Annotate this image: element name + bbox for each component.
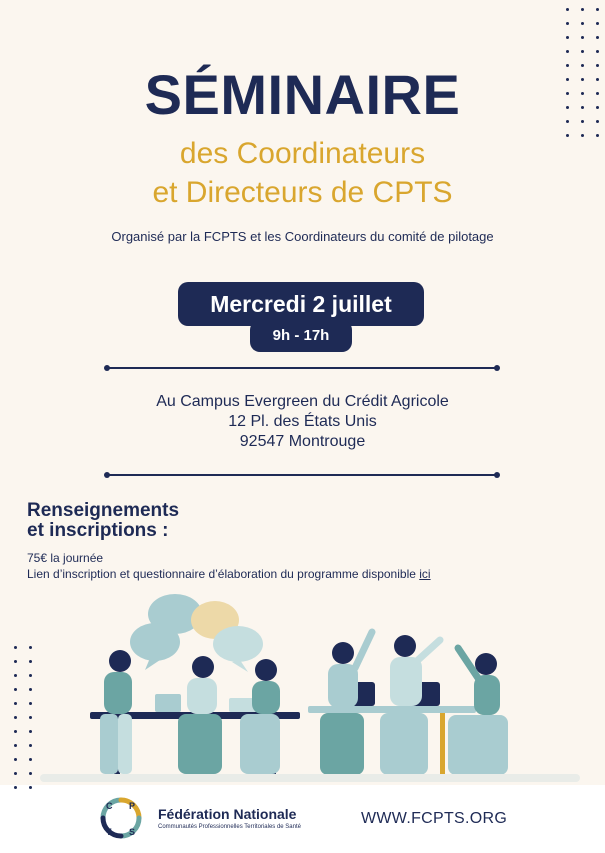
logo-letter-p: P [129, 801, 136, 811]
registration-line [27, 567, 431, 581]
logo-letter-c: C [106, 801, 113, 811]
right-people-icon [320, 632, 508, 775]
subtitle-line-1: des Coordinateurs [179, 137, 426, 170]
address-line-2: 12 Pl. des États Unis [228, 413, 377, 430]
subtitle-line-2: et Directeurs de CPTS [152, 176, 453, 209]
info-heading-line-1: Renseignements [27, 500, 180, 521]
federation-name: Fédération Nationale [158, 806, 297, 822]
website-link[interactable]: WWW.FCPTS.ORG [361, 810, 508, 827]
address-line-1: Au Campus Evergreen du Crédit Agricole [156, 393, 449, 410]
event-time-badge: 9h - 17h [250, 320, 352, 352]
divider-top [107, 367, 497, 369]
address-line-3: 92547 Montrouge [239, 433, 366, 450]
floor-line [40, 774, 580, 782]
cpts-logo-icon [93, 790, 149, 846]
event-date-badge: Mercredi 2 juillet [178, 282, 424, 326]
registration-text: Lien d’inscription et questionnaire d’élaboration du programme disponible [27, 567, 420, 581]
team-illustration [0, 588, 605, 788]
info-heading-line-2: et inscriptions : [27, 520, 169, 541]
registration-link[interactable]: ici [419, 567, 431, 581]
federation-subtitle: Communautés Professionnelles Territoriales de Santé [158, 824, 301, 830]
info-heading [27, 501, 179, 541]
logo-letter-s: S [129, 827, 136, 837]
logo-letter-t: T [106, 827, 112, 837]
price-text: 75€ la journée [27, 551, 104, 565]
seminar-title: SÉMINAIRE [144, 63, 461, 126]
divider-bottom [107, 474, 497, 476]
organizer-text: Organisé par la FCPTS et les Coordinateurs du comité de pilotage [111, 229, 494, 244]
